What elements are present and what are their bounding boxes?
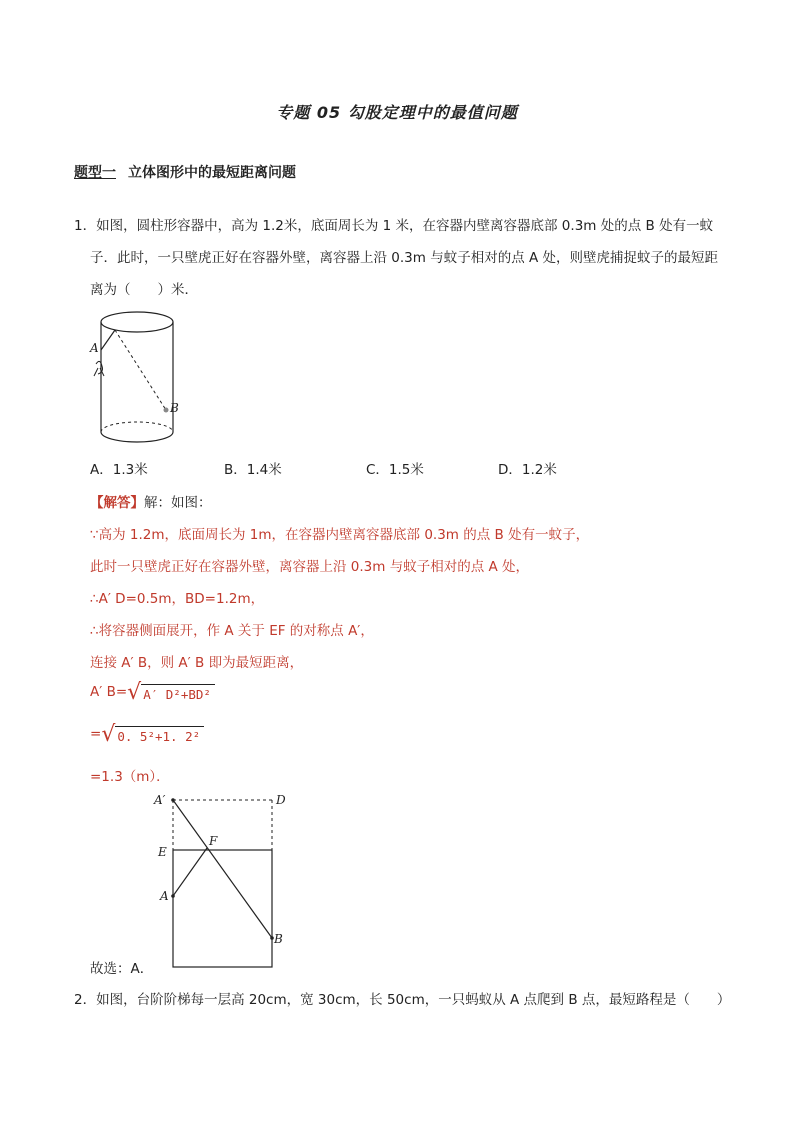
section-text: 立体图形中的最短距离问题 xyxy=(128,165,296,181)
label-b: B xyxy=(170,401,179,415)
option-c: C．1.5米 xyxy=(366,462,424,478)
option-a: A．1.3米 xyxy=(90,462,148,478)
solution-step-2: 此时一只壁虎正好在容器外壁，离容器上沿 0.3m 与蚊子相对的点 A 处， xyxy=(90,559,530,575)
solution-header xyxy=(90,491,212,511)
solution-step-5: 连接 A′ B，则 A′ B 即为最短距离， xyxy=(90,655,304,671)
label-f: F xyxy=(209,834,218,848)
path-to-rim xyxy=(101,330,115,350)
solution-step-1: ∵高为 1.2m，底面周长为 1m，在容器内壁离容器底部 0.3m 的点 B 处有一蚊子， xyxy=(90,527,590,543)
option-b: B．1.4米 xyxy=(224,462,282,478)
label-a2: A xyxy=(160,889,169,903)
side-rectangle xyxy=(173,850,272,967)
solution-step-3: ∴A′ D=0.5m，BD=1.2m， xyxy=(90,591,265,607)
solution-tag: 【解答】 xyxy=(90,495,144,511)
label-a: A xyxy=(90,341,99,355)
question-1-line-2: 子．此时，一只壁虎正好在容器外壁，离容器上沿 0.3m 与蚊子相对的点 A 处，则壁虎捕捉蚊子的最短距 xyxy=(90,250,719,266)
cylinder-top xyxy=(101,312,173,332)
gecko-icon xyxy=(94,361,104,376)
label-e: E xyxy=(158,845,167,859)
formula-2-lhs: = xyxy=(90,726,102,742)
cylinder-bottom-back xyxy=(101,422,173,432)
solution-choice: 故选：A． xyxy=(90,961,154,977)
unfolded-figure xyxy=(152,790,302,975)
section-tag: 题型一 xyxy=(74,165,116,181)
question-2-line-1: 2．如图，台阶阶梯每一层高 20cm，宽 30cm，长 50cm，一只蚂蚁从 A 点爬到 B 点，最短路程是（ ） xyxy=(74,992,731,1008)
path-inside xyxy=(115,330,166,410)
segment-a-f xyxy=(173,848,207,896)
cylinder-bottom-front xyxy=(101,432,173,442)
formula-line-1: A′ B= √ A′ D²+BD² xyxy=(90,684,215,704)
segment-a-prime-b xyxy=(173,800,272,938)
formula-2-radicand: 0. 5²+1. 2² xyxy=(115,726,204,744)
question-1-line-1: 1．如图，圆柱形容器中，高为 1.2米，底面周长为 1 米，在容器内壁离容器底部 0.3m 处的点 B 处有一蚊 xyxy=(74,218,714,234)
section-heading xyxy=(74,162,296,182)
formula-1-lhs: A′ B= xyxy=(90,684,128,700)
cylinder-figure xyxy=(82,306,192,456)
question-1-line-3: 离为（ ）米． xyxy=(90,282,198,298)
label-d: D xyxy=(276,793,286,807)
option-d: D．1.2米 xyxy=(498,462,557,478)
solution-header-tail: 解：如图： xyxy=(144,495,212,511)
solution-step-4: ∴将容器侧面展开，作 A 关于 EF 的对称点 A′， xyxy=(90,623,374,639)
mosquito-icon xyxy=(164,408,169,413)
formula-line-3: =1.3（m）． xyxy=(90,769,170,785)
label-a-prime: A′ xyxy=(154,793,166,807)
label-b2: B xyxy=(274,932,283,946)
formula-1-radicand: A′ D²+BD² xyxy=(141,684,215,702)
formula-line-2: = √ 0. 5²+1. 2² xyxy=(90,726,204,746)
page-title: 专题 05 勾股定理中的最值问题 xyxy=(276,103,518,122)
